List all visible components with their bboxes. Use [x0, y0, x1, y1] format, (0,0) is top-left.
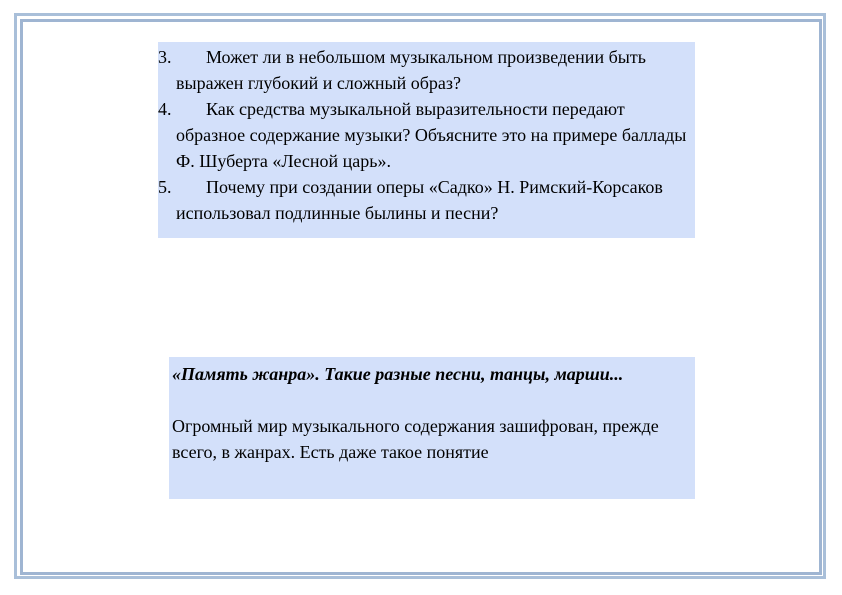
genre-text: Огромный мир музыкального содержания зашифрован, прежде всего, в жанрах. Есть даже такое понятие — [172, 416, 659, 462]
question-text: Почему при создании оперы «Садко» Н. Римский-Корсаков использовал подлинные былины и песни? — [176, 177, 663, 223]
question-number: 5. — [158, 177, 172, 197]
question-number: 3. — [158, 47, 172, 67]
genre-box — [169, 357, 695, 499]
question-number: 4. — [158, 99, 172, 119]
question-item — [158, 174, 695, 226]
questions-box — [158, 42, 695, 238]
question-text: Может ли в небольшом музыкальном произведении быть выражен глубокий и сложный образ? — [176, 47, 646, 93]
question-item — [158, 44, 695, 96]
question-item — [158, 96, 695, 174]
genre-title: «Память жанра». Такие разные песни, танцы, марши... — [172, 364, 624, 384]
question-text: Как средства музыкальной выразительности передают образное содержание музыки? Объясните это на примере баллады Ф. Шуберта «Лесной царь». — [176, 99, 687, 171]
